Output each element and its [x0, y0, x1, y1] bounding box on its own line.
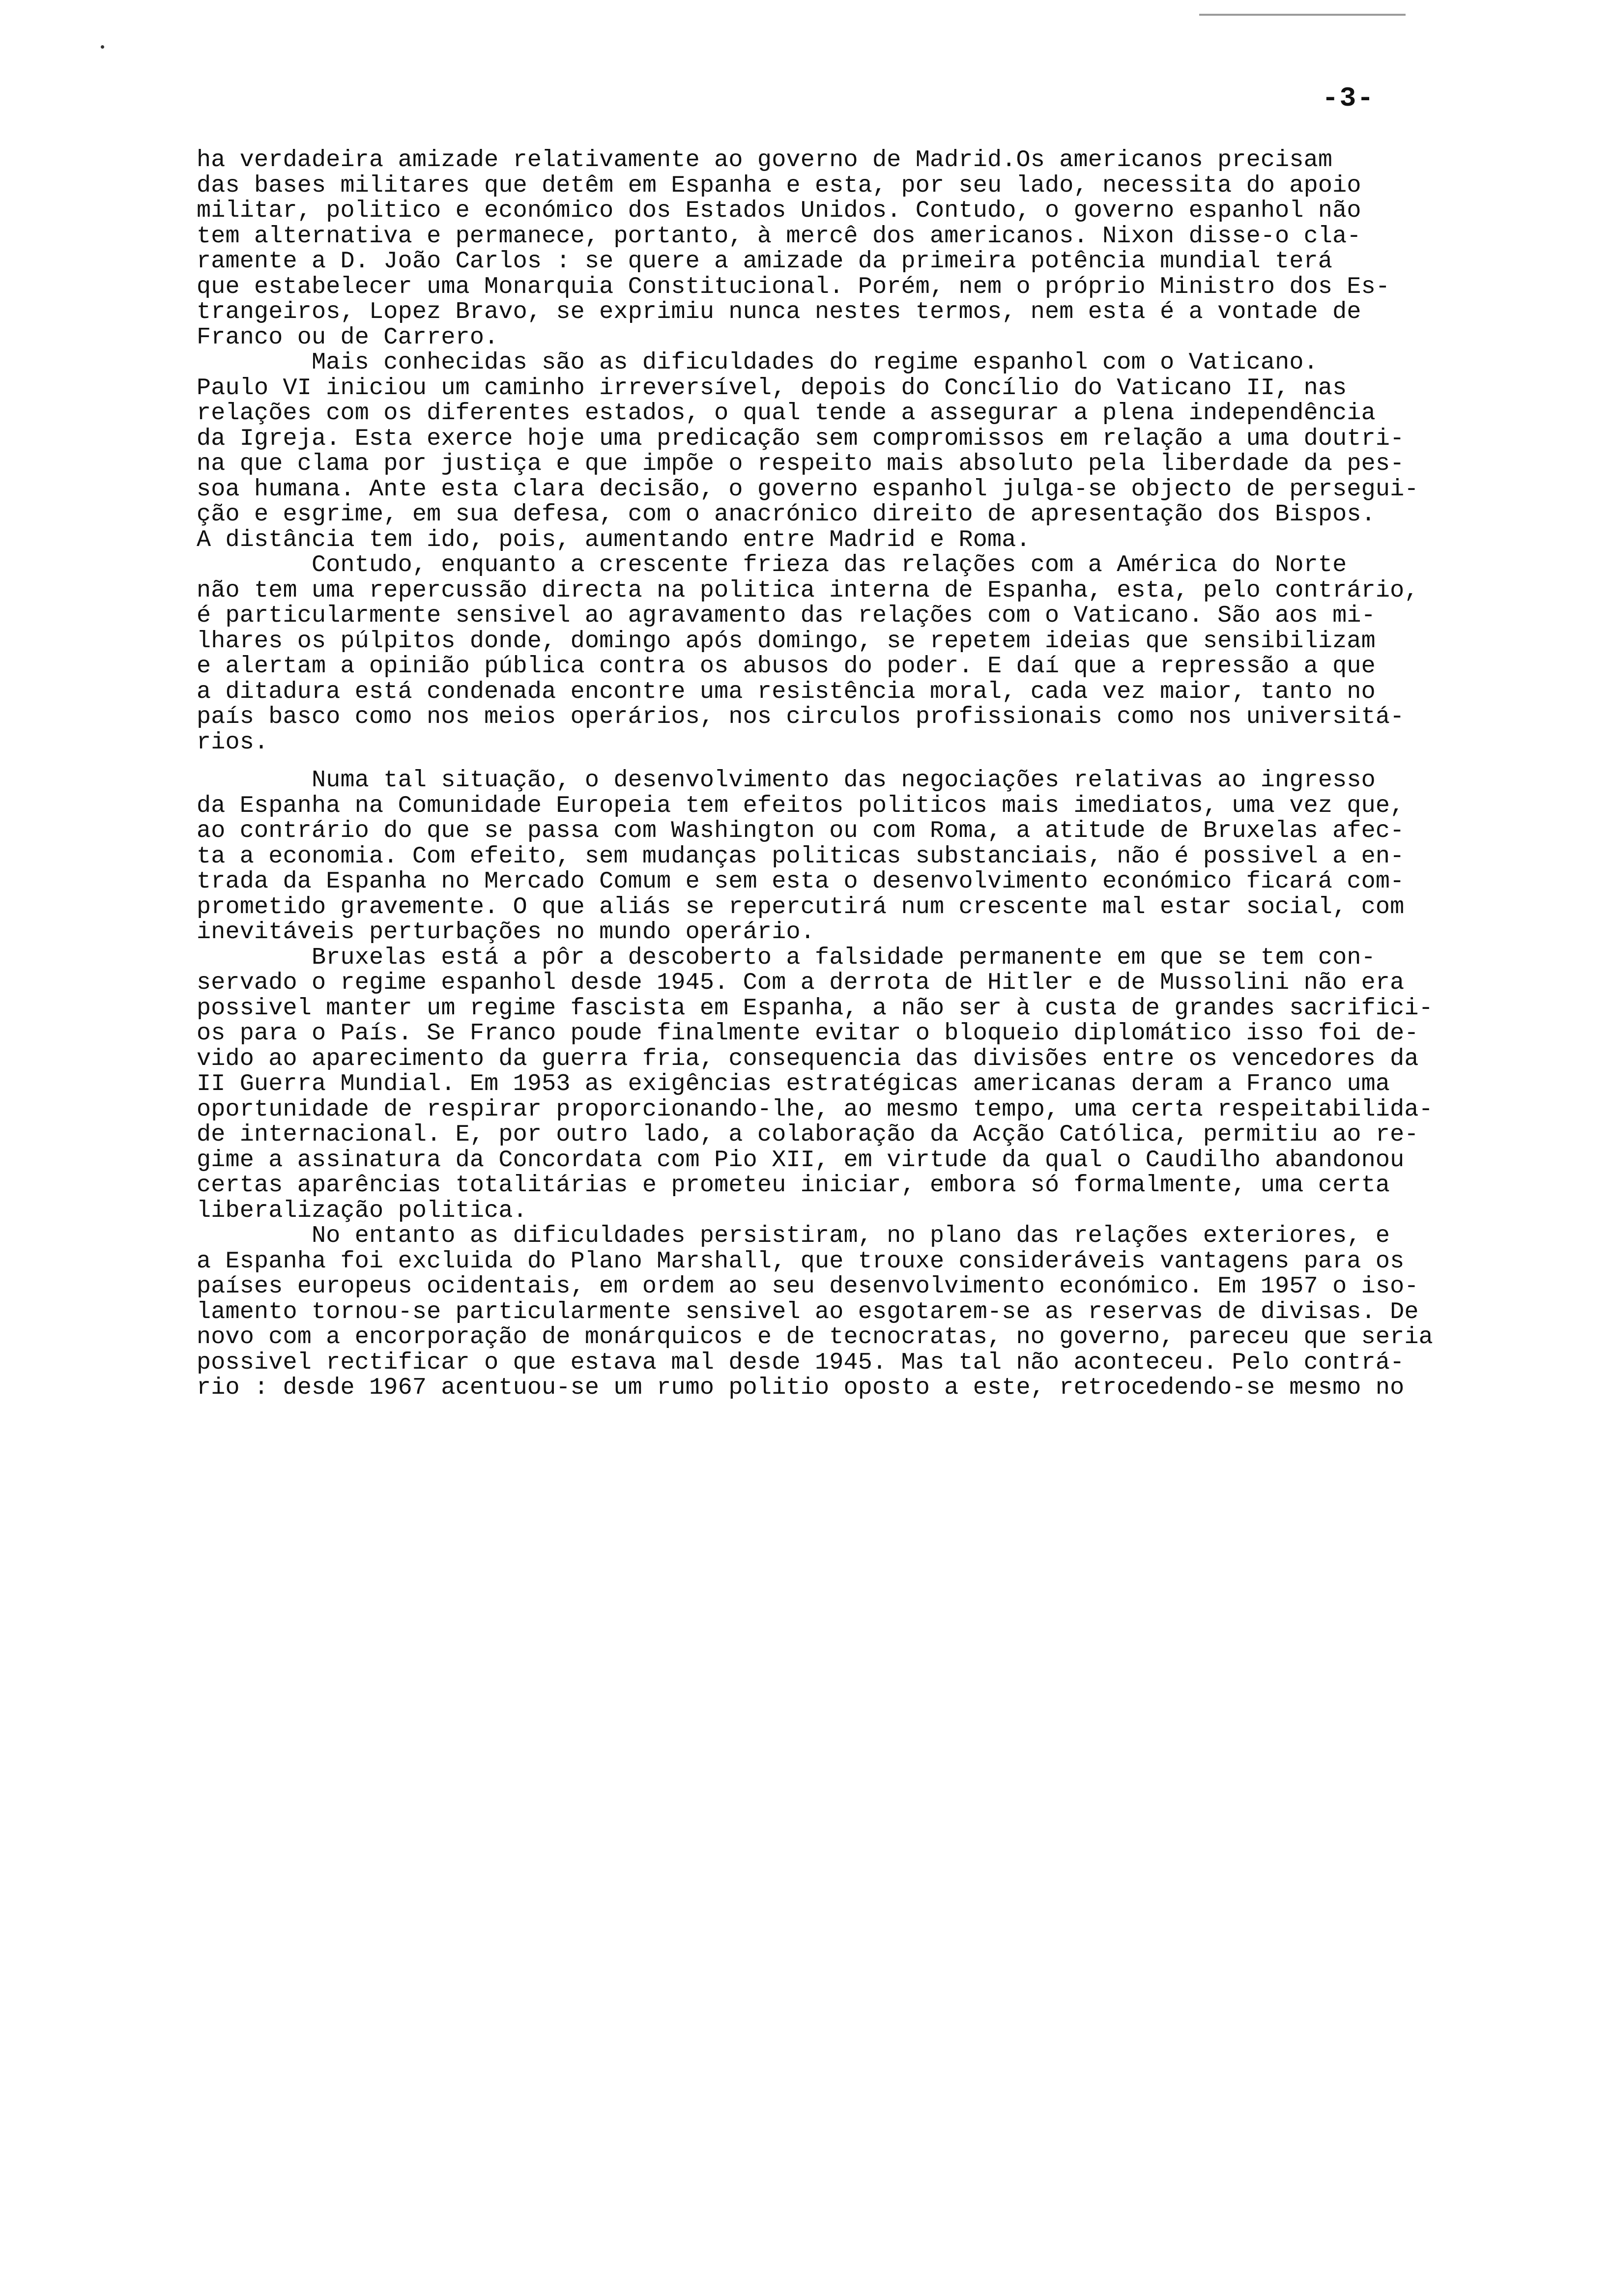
text-line: não tem uma repercussão directa na politica interna de Espanha, esta, pelo contrário, — [197, 576, 1419, 604]
text-line: lhares os púlpitos donde, domingo após domingo, se repetem ideias que sensibilizam — [197, 627, 1376, 655]
text-line: países europeus ocidentais, em ordem ao seu desenvolvimento económico. Em 1957 o iso- — [197, 1273, 1419, 1300]
page-number: -3- — [1322, 83, 1375, 114]
text-line: soa humana. Ante esta clara decisão, o governo espanhol julga-se objecto de persegui- — [197, 475, 1419, 503]
text-line: No entanto as dificuldades persistiram, no plano das relações exteriores, e — [197, 1222, 1390, 1249]
text-line: da Espanha na Comunidade Europeia tem efeitos politicos mais imediatos, uma vez que, — [197, 792, 1405, 819]
text-line: possivel rectificar o que estava mal desde 1945. Mas tal não aconteceu. Pelo contrá- — [197, 1349, 1405, 1376]
text-line: Contudo, enquanto a crescente frieza das relações com a América do Norte — [197, 551, 1347, 578]
text-line: Paulo VI iniciou um caminho irreversível, depois do Concílio do Vaticano II, nas — [197, 374, 1347, 402]
text-line: ao contrário do que se passa com Washington ou com Roma, a atitude de Bruxelas afec- — [197, 817, 1405, 844]
text-line: ramente a D. João Carlos : se quere a amizade da primeira potência mundial terá — [197, 248, 1333, 275]
text-line: novo com a encorporação de monárquicos e de tecnocratas, no governo, pareceu que seria — [197, 1323, 1433, 1350]
text-line: lamento tornou-se particularmente sensivel ao esgotarem-se as reservas de divisas. De — [197, 1298, 1419, 1325]
text-line: rio : desde 1967 acentuou-se um rumo politio oposto a este, retrocedendo-se mesmo no — [197, 1374, 1405, 1401]
text-line: inevitáveis perturbações no mundo operário. — [197, 918, 815, 946]
text-line: possivel manter um regime fascista em Espanha, a não ser à custa de grandes sacrifici- — [197, 994, 1433, 1022]
text-line: ha verdadeira amizade relativamente ao governo de Madrid.Os americanos precisam — [197, 146, 1333, 173]
text-line: trada da Espanha no Mercado Comum e sem esta o desenvolvimento económico ficará com- — [197, 868, 1405, 895]
text-line: da Igreja. Esta exerce hoje uma predicação sem compromissos em relação a uma doutri- — [197, 425, 1405, 452]
text-line: e alertam a opinião pública contra os abusos do poder. E daí que a repressão a que — [197, 653, 1376, 680]
text-line: oportunidade de respirar proporcionando-lhe, ao mesmo tempo, uma certa respeitabilida- — [197, 1095, 1433, 1123]
text-line: relações com os diferentes estados, o qual tende a assegurar a plena independência — [197, 400, 1376, 427]
text-line: liberalização politica. — [197, 1197, 527, 1224]
text-line: Bruxelas está a pôr a descoberto a falsidade permanente em que se tem con- — [197, 944, 1376, 971]
text-line: militar, politico e económico dos Estados Unidos. Contudo, o governo espanhol não — [197, 197, 1361, 224]
text-line: país basco como nos meios operários, nos circulos profissionais como nos universitá- — [197, 703, 1405, 730]
text-line: certas aparências totalitárias e prometeu iniciar, embora só formalmente, uma certa — [197, 1172, 1390, 1199]
text-line: Franco ou de Carrero. — [197, 323, 499, 351]
text-line: das bases militares que detêm em Espanha e esta, por seu lado, necessita do apoio — [197, 172, 1361, 199]
text-line: trangeiros, Lopez Bravo, se exprimiu nunca nestes termos, nem esta é a vontade de — [197, 298, 1361, 325]
text-line: II Guerra Mundial. Em 1953 as exigências estratégicas americanas deram a Franco uma — [197, 1070, 1390, 1097]
text-line: prometido gravemente. O que aliás se repercutirá num crescente mal estar social, com — [197, 893, 1405, 920]
top-edge-rule — [1199, 14, 1406, 16]
text-line: é particularmente sensivel ao agravamento das relações com o Vaticano. São aos mi- — [197, 602, 1376, 629]
text-line: de internacional. E, por outro lado, a colaboração da Acção Católica, permitiu ao re- — [197, 1121, 1419, 1148]
text-line: servado o regime espanhol desde 1945. Com a derrota de Hitler e de Mussolini não era — [197, 969, 1405, 996]
text-line: A distância tem ido, pois, aumentando entre Madrid e Roma. — [197, 526, 1031, 553]
scan-speck — [101, 45, 104, 49]
text-line: a Espanha foi excluida do Plano Marshall, que trouxe consideráveis vantagens para os — [197, 1247, 1405, 1275]
text-line: a ditadura está condenada encontre uma resistência moral, cada vez maior, tanto no — [197, 678, 1376, 705]
paragraph-gap — [197, 755, 1514, 768]
text-line: vido ao aparecimento da guerra fria, consequencia das divisões entre os vencedores da — [197, 1045, 1419, 1072]
body-text — [197, 147, 1514, 1401]
text-line: rios. — [197, 728, 269, 756]
text-line: Numa tal situação, o desenvolvimento das negociações relativas ao ingresso — [197, 767, 1376, 794]
text-line: na que clama por justiça e que impõe o respeito mais absoluto pela liberdade da pes- — [197, 450, 1405, 477]
text-line: ção e esgrime, em sua defesa, com o anacrónico direito de apresentação dos Bispos. — [197, 501, 1376, 528]
text-line: gime a assinatura da Concordata com Pio XII, em virtude da qual o Caudilho abandonou — [197, 1146, 1405, 1174]
text-line: que estabelecer uma Monarquia Constitucional. Porém, nem o próprio Ministro dos Es- — [197, 273, 1390, 300]
text-line: ta a economia. Com efeito, sem mudanças politicas substanciais, não é possivel a en- — [197, 842, 1405, 870]
text-line: tem alternativa e permanece, portanto, à mercê dos americanos. Nixon disse-o cla- — [197, 222, 1361, 250]
text-line: Mais conhecidas são as dificuldades do regime espanhol com o Vaticano. — [197, 349, 1318, 376]
text-line: os para o País. Se Franco poude finalmente evitar o bloqueio diplomático isso foi de- — [197, 1020, 1419, 1047]
